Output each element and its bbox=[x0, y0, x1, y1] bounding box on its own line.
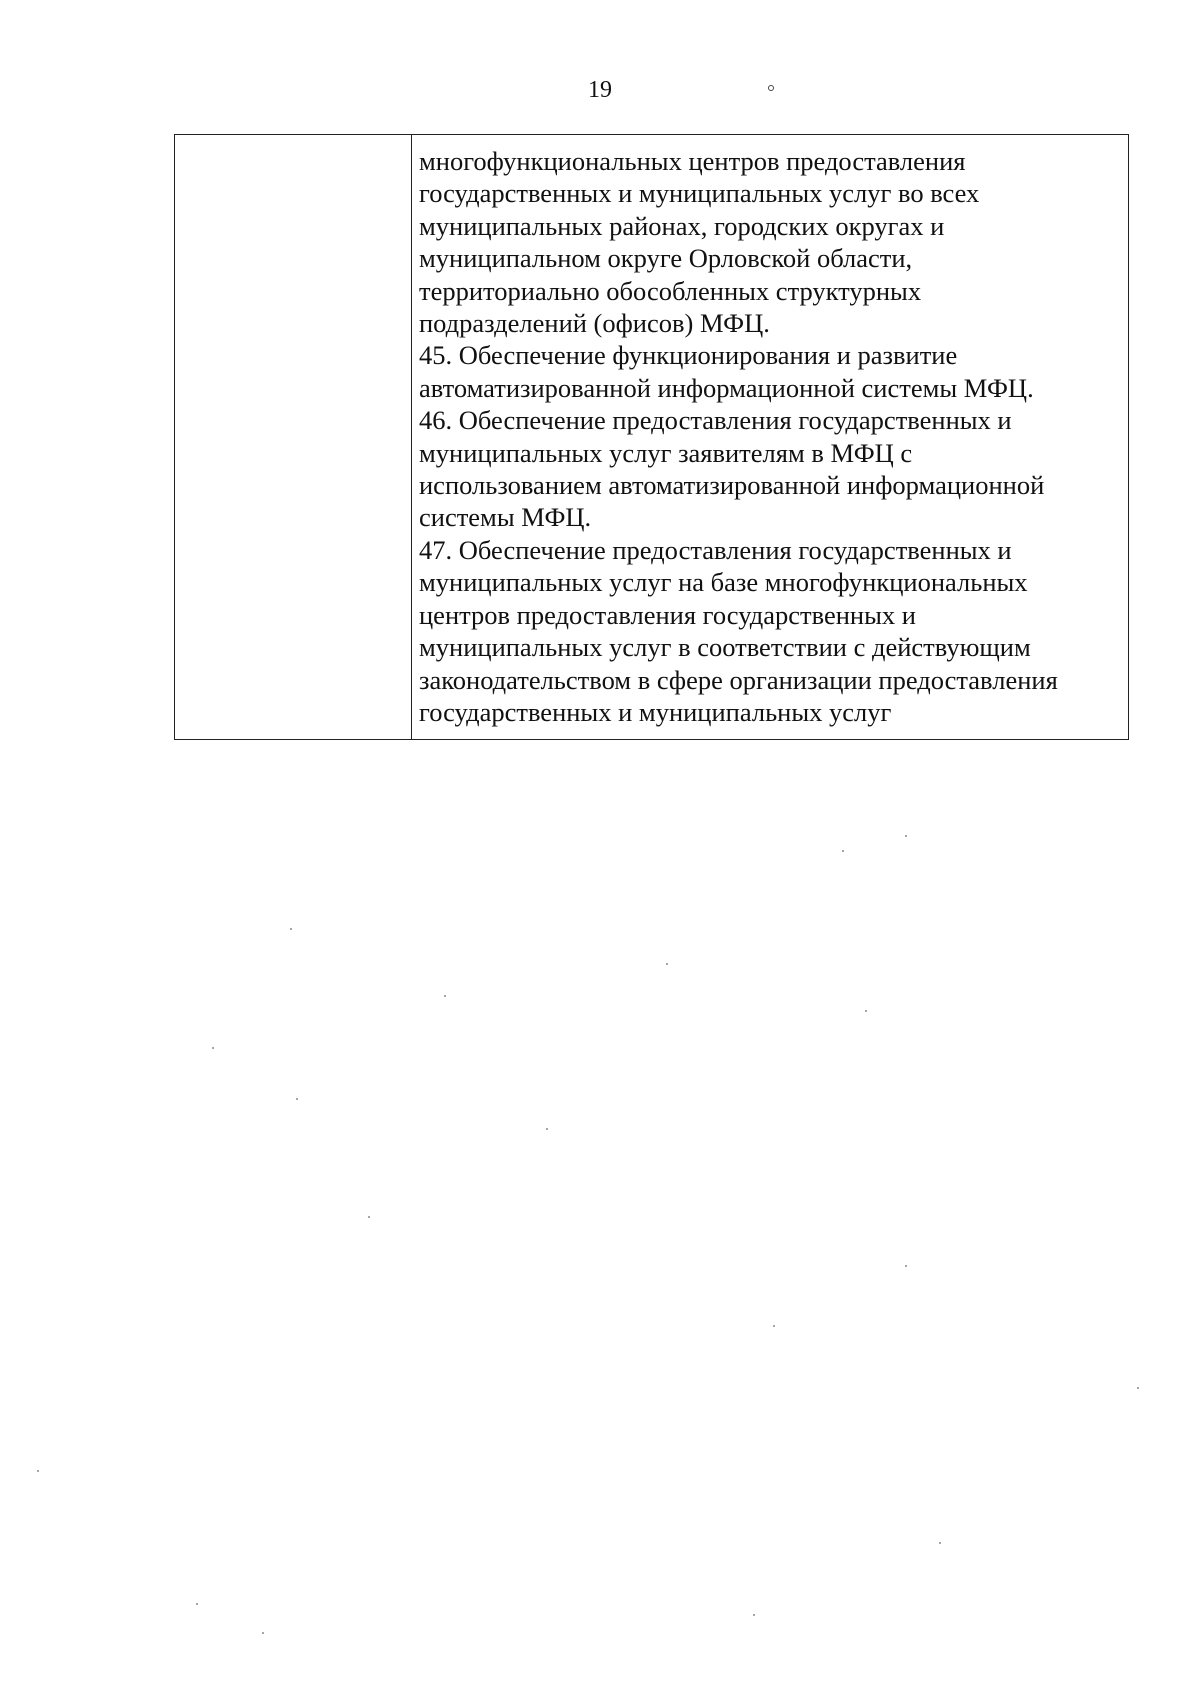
scan-dot bbox=[939, 1542, 941, 1544]
text-line: законодательством в сфере организации предоставления bbox=[419, 664, 1058, 695]
text-line: муниципальных услуг в соответствии с действующим bbox=[419, 632, 1031, 663]
scan-dot bbox=[296, 1098, 298, 1100]
scan-dot bbox=[842, 850, 844, 852]
item-46-line: 46. Обеспечение предоставления государственных и bbox=[419, 405, 1012, 436]
text-line: многофункциональных центров предоставления bbox=[419, 146, 966, 176]
text-line: муниципальных услуг заявителям в МФЦ с bbox=[419, 437, 913, 468]
text-line: муниципальных услуг на базе многофункциональных bbox=[419, 567, 1028, 598]
text-line: использованием автоматизированной информационной bbox=[419, 470, 1045, 501]
scan-dot bbox=[37, 1470, 39, 1472]
page-number: 19 bbox=[588, 77, 612, 103]
scan-dot bbox=[865, 1010, 867, 1012]
text-line: государственных и муниципальных услуг bbox=[419, 696, 892, 727]
scan-dot bbox=[368, 1216, 370, 1218]
text-line: территориально обособленных структурных bbox=[419, 275, 922, 306]
scan-speck-circle bbox=[768, 85, 774, 91]
text-line: муниципальном округе Орловской области, bbox=[419, 243, 913, 274]
scan-dot bbox=[753, 1614, 755, 1616]
text-line: центров предоставления государственных и bbox=[419, 599, 916, 630]
right-cell bbox=[412, 135, 1129, 740]
scan-dot bbox=[905, 1265, 907, 1267]
scan-dot bbox=[773, 1325, 775, 1327]
item-45-line: 45. Обеспечение функционирования и развитие bbox=[419, 340, 958, 371]
scan-dot bbox=[290, 928, 292, 930]
text-line: муниципальных районах, городских округах и bbox=[419, 210, 945, 241]
scan-dot bbox=[444, 995, 446, 997]
scan-dot bbox=[1137, 1387, 1139, 1389]
text-line: государственных и муниципальных услуг во всех bbox=[419, 178, 980, 209]
scan-dot bbox=[262, 1632, 264, 1634]
scan-dot bbox=[546, 1128, 548, 1130]
table-row bbox=[175, 135, 1129, 740]
scan-dot bbox=[212, 1047, 214, 1049]
text-line: автоматизированной информационной системы МФЦ. bbox=[419, 372, 1034, 403]
content-table bbox=[174, 134, 1129, 740]
text-line: системы МФЦ. bbox=[419, 502, 592, 533]
text-line: подразделений (офисов) МФЦ. bbox=[419, 308, 770, 339]
left-cell bbox=[175, 135, 412, 740]
item-47-line: 47. Обеспечение предоставления государственных и bbox=[419, 534, 1012, 565]
scan-dot bbox=[666, 963, 668, 965]
scan-dot bbox=[196, 1603, 198, 1605]
scan-dot bbox=[905, 835, 907, 837]
